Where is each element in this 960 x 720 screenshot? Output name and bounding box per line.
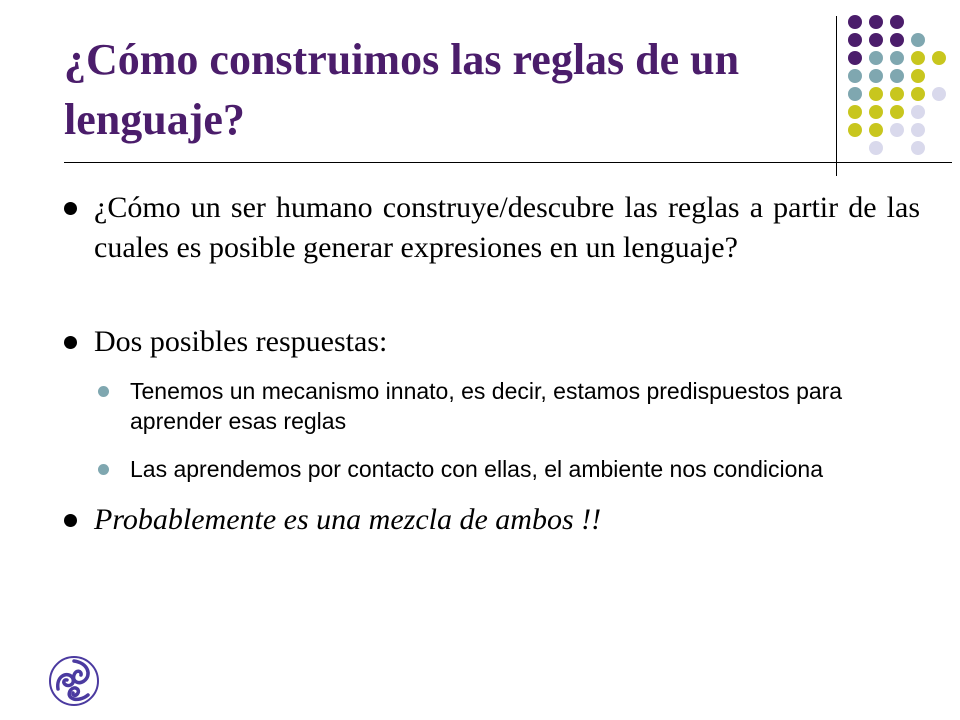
swirl-logo-icon (48, 655, 100, 707)
decor-dot (869, 51, 883, 65)
decor-dot (869, 141, 883, 155)
sub-bullet-text: Tenemos un mecanismo innato, es decir, estamos predispuestos para aprender esas reglas (130, 378, 843, 434)
decor-dot (869, 123, 883, 137)
sub-bullet-innate (60, 376, 920, 436)
decor-dot (890, 87, 904, 101)
bullet-marker (64, 202, 77, 215)
bullet-text: Probablemente es una mezcla de ambos !! (94, 503, 602, 536)
decor-dot (890, 51, 904, 65)
sub-bullet-marker (98, 386, 109, 397)
bullet-text: Dos posibles respuestas: (94, 325, 388, 358)
decor-dot (869, 33, 883, 47)
decor-dot (848, 69, 862, 83)
decorative-dot-grid (0, 0, 960, 200)
decor-dot (848, 105, 862, 119)
decor-dot (932, 51, 946, 65)
decor-dot (869, 87, 883, 101)
decor-dot (911, 33, 925, 47)
decor-dot (890, 69, 904, 83)
sub-bullet-contact (60, 454, 920, 484)
decor-dot (890, 15, 904, 29)
slide-body (60, 188, 920, 540)
decor-dot (848, 33, 862, 47)
decor-dot (911, 105, 925, 119)
decor-dot (848, 123, 862, 137)
slide-title: ¿Cómo construimos las reglas de un lenguaje? (64, 35, 740, 144)
bullet-question (60, 188, 920, 268)
decor-dot (911, 141, 925, 155)
bullet-conclusion (60, 500, 920, 540)
decor-dot (890, 123, 904, 137)
bullet-marker (64, 514, 77, 527)
decor-dot (890, 105, 904, 119)
decor-dot (911, 51, 925, 65)
decor-dot (932, 87, 946, 101)
bullet-text: ¿Cómo un ser humano construye/descubre las reglas a partir de las cuales es posible generar expresiones en un lenguaje? (94, 191, 920, 264)
sub-bullet-text: Las aprendemos por contacto con ellas, el ambiente nos condiciona (130, 456, 823, 482)
bullet-two-answers (60, 322, 920, 362)
decor-dot (848, 51, 862, 65)
decor-dot (848, 15, 862, 29)
decor-dot (869, 105, 883, 119)
bullet-marker (64, 336, 77, 349)
decor-dot (890, 33, 904, 47)
decor-dot (911, 123, 925, 137)
decor-dot (869, 69, 883, 83)
sub-bullet-marker (98, 464, 109, 475)
decor-dot (869, 15, 883, 29)
decor-dot (911, 87, 925, 101)
decor-dot (911, 69, 925, 83)
decor-dot (848, 87, 862, 101)
